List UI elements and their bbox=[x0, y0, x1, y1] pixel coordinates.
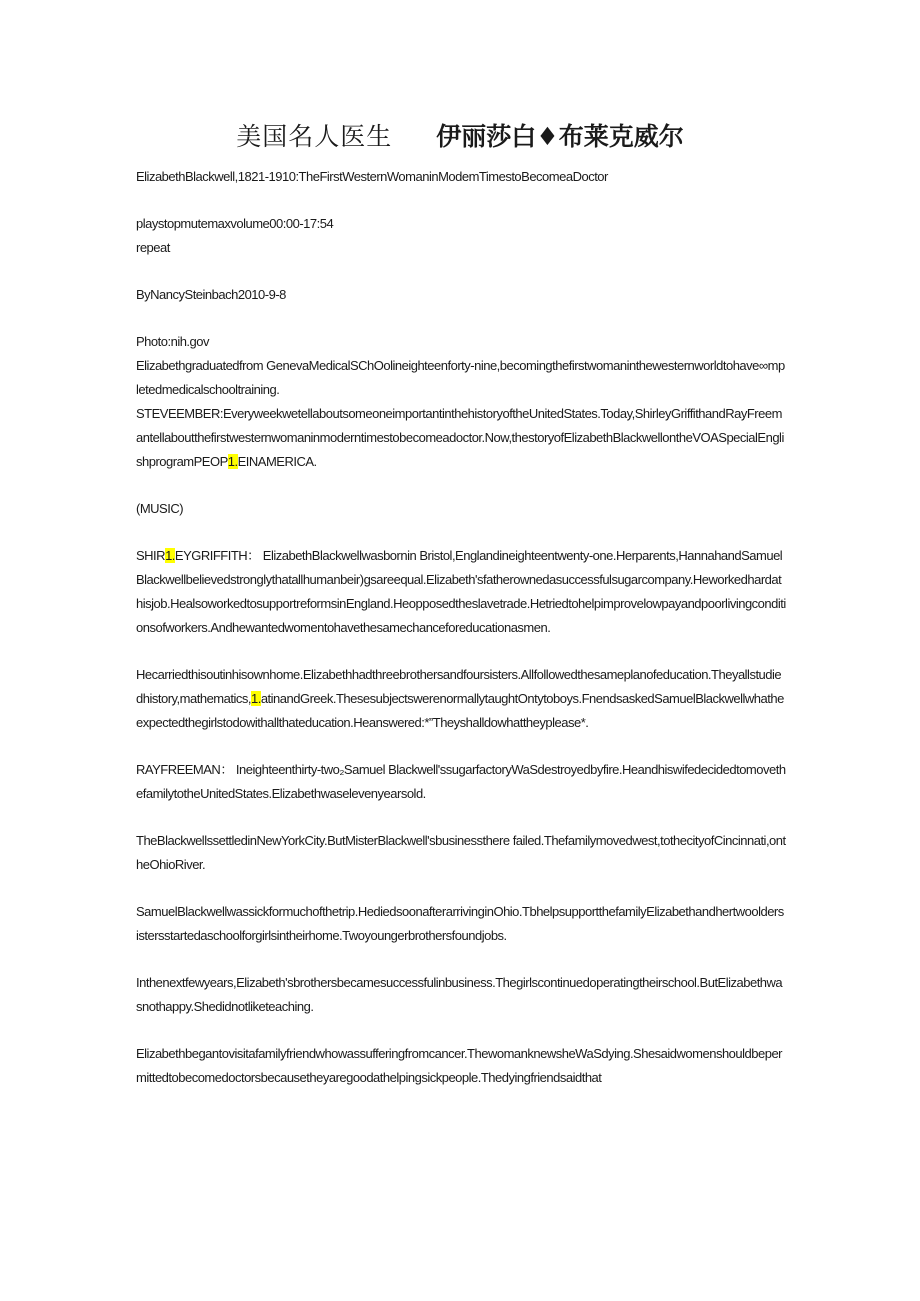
intro-text-end: EINAMERICA. bbox=[237, 454, 317, 469]
photo-credit: Photo:nih.gov bbox=[136, 334, 210, 349]
paragraph-text: Hecarriedthisoutinhisownhome.Elizabethhadthreebrothersandfoursisters.Allfollowedthesameplanofeducation.Theyallstudiedhistory,mathematics, bbox=[136, 667, 782, 706]
subtitle-line: ElizabethBlackwell,1821-1910:TheFirstWesternWomaninModemTimestoBecomeaDoctor bbox=[136, 169, 608, 184]
highlight-mark: 1. bbox=[250, 691, 261, 706]
highlight-mark: 1. bbox=[165, 548, 175, 563]
paragraph-teaching: Inthenextfewyears,Elizabeth'sbrothersbecamesuccessfulinbusiness.Thegirlscontinuedoperatingtheirschool.ButElizabethwasnothappy.Shedidnotliketeaching. bbox=[136, 975, 783, 1014]
paragraph-freeman: RAYFREEMAN： Ineighteenthirty-two₂Samuel Blackwell'ssugarfactoryWaSdestroyedbyfire.HeandhiswifedecidedtomovethefamilytotheUnitedStates.Elizabethwaselevenyearsold. bbox=[136, 762, 786, 801]
paragraph-new-york: TheBlackwellssettledinNewYorkCity.ButMisterBlackwell'sbusinessthere failed.Thefamilymovedwest,tothecityofCincinnati,ontheOhioRiver. bbox=[136, 833, 786, 872]
photo-caption: Elizabethgraduatedfrom GenevaMedicalSChOolineighteenforty-nine,becomingthefirstwomaninthewesternworldtohave∞mpletedmedicalschooltraining. bbox=[136, 358, 785, 397]
paragraph-ohio: SamuelBlackwellwassickformuchofthetrip.HediedsoonafterarrivinginOhio.TbhelpsupportthefamilyElizabethandhertwooldersistersstartedaschoolforgirlsintheirhome.Twoyoungerbrothersfoundjobs. bbox=[136, 904, 784, 943]
byline: ByNancySteinbach2010-9-8 bbox=[136, 287, 286, 302]
repeat-text: repeat bbox=[136, 240, 170, 255]
paragraph-education bbox=[136, 663, 786, 735]
title-chinese-left: 美国名人医生 bbox=[236, 122, 393, 151]
player-controls-text: playstopmutemaxvolume00:00-17:54 bbox=[136, 216, 334, 231]
paragraph-griffith bbox=[136, 544, 786, 640]
document-title bbox=[0, 120, 920, 154]
title-chinese-right: 伊丽莎白♦布莱克威尔 bbox=[436, 122, 684, 151]
highlight-mark: 1. bbox=[227, 454, 238, 469]
speaker-prefix: SHIR bbox=[136, 548, 166, 563]
music-cue: (MUSIC) bbox=[136, 501, 184, 516]
paragraph-text-end: atinandGreek.ThesesubjectswerenormallytaughtOntytoboys.FnendsaskedSamuelBlackwellwhatheexpectedthegirlstodowithallthateducation.Heanswered:*”Theyshalldowhattheyplease*. bbox=[136, 691, 784, 730]
paragraph-text: EYGRIFFITH： ElizabethBlackwellwasbornin Bristol,Englandineighteentwenty-one.Herparents,HannahandSamuelBlackwellbelievedstronglythatallhumanbeir)gsareequal.Elizabeth'sfatherownedasuccessfulsugarcompany.Heworkedhardathisjob.HealsoworkedtosupportreformsinEngland.Heopposedtheslavetrade.Hetriedtohelpimprovelowpayandpoorlivingconditionsofworkers.Andhewantedwomentohavethesamechanceforeducationasmen. bbox=[136, 548, 786, 635]
document-body bbox=[136, 165, 786, 1090]
intro-paragraph bbox=[136, 402, 786, 474]
intro-text: STEVEEMBER:EveryweekwetellaboutsomeoneimportantinthehistoryoftheUnitedStates.Today,ShirleyGriffithandRayFreemantellaboutthefirstwesternwomaninmoderntimestobecomeadoctor.Now,thestoryofElizabethBlackwellontheVOASpecialEnglishprogramPEOP bbox=[136, 406, 784, 469]
paragraph-cancer-friend: Elizabethbegantovisitafamilyfriendwhowassufferingfromcancer.ThewomanknewsheWaSdying.Shesaidwomenshouldbepermittedtobecomedoctorsbecausetheyaregoodathelpingsickpeople.Thedyingfriendsaidthat bbox=[136, 1046, 782, 1085]
